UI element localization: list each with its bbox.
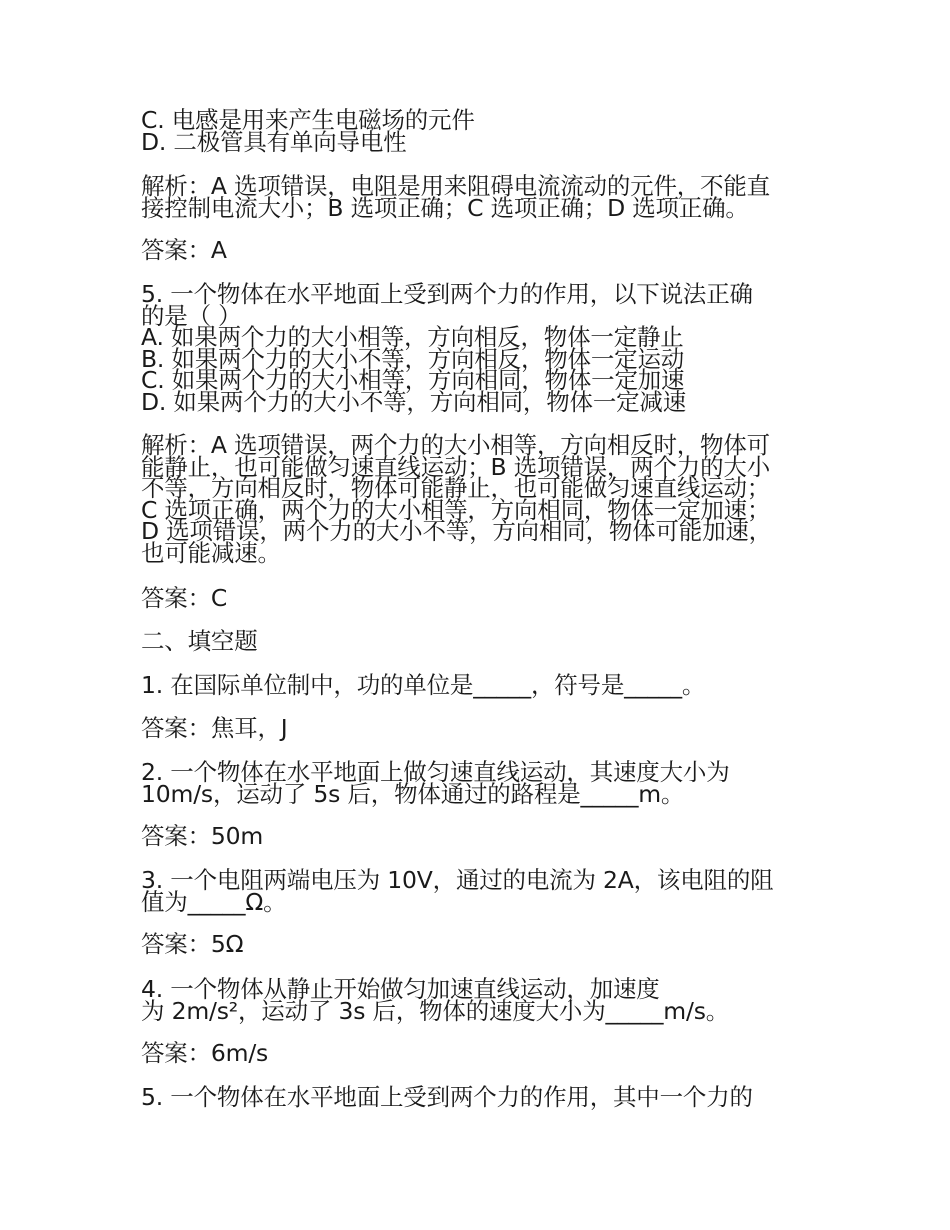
fill-q5	[141, 1083, 821, 1111]
fill-a2	[141, 822, 821, 850]
question-line: 4. 一个物体从静止开始做匀加速直线运动，加速度	[141, 975, 660, 1003]
analysis-line: 解析：A 选项错误，两个力的大小相等，方向相反时，物体可	[141, 431, 770, 459]
question-line: 值为_____Ω。	[141, 887, 287, 916]
q4-answer	[141, 236, 821, 264]
analysis-line: 也可能减速。	[141, 538, 281, 567]
answer-text: 答案：焦耳，J	[141, 714, 288, 742]
q5-answer	[141, 584, 821, 612]
question-line: 为 2m/s²，运动了 3s 后，物体的速度大小为_____m/s。	[141, 996, 730, 1025]
q4-analysis	[141, 172, 821, 222]
section-title	[141, 627, 821, 655]
section-heading: 二、填空题	[141, 627, 258, 655]
question-line: 5. 一个物体在水平地面上受到两个力的作用，其中一个力的	[141, 1083, 753, 1111]
fill-q4	[141, 975, 821, 1025]
answer-text: 答案：50m	[141, 822, 264, 850]
fill-a4	[141, 1039, 821, 1067]
question-line: 10m/s，运动了 5s 后，物体通过的路程是_____m。	[141, 779, 685, 808]
fill-a3	[141, 930, 821, 958]
question-line: 的是（ ）	[141, 301, 242, 330]
analysis-line: D 选项错误，两个力的大小不等，方向相同，物体可能加速，	[141, 517, 772, 545]
fill-q2	[141, 758, 821, 808]
q5-options	[141, 323, 821, 416]
question-line: 3. 一个电阻两端电压为 10V，通过的电流为 2A，该电阻的阻	[141, 866, 774, 894]
option-d: D. 二极管具有单向导电性	[141, 127, 407, 156]
analysis-line: 能静止，也可能做匀速直线运动；B 选项错误，两个力的大小	[141, 452, 770, 481]
fill-a1	[141, 714, 821, 742]
q5-question	[141, 280, 821, 330]
option-c: C. 如果两个力的大小相等，方向相同，物体一定加速	[141, 366, 685, 394]
option-a: A. 如果两个力的大小相等，方向相反，物体一定静止	[141, 323, 684, 351]
answer-text: 答案：6m/s	[141, 1039, 269, 1067]
option-c: C. 电感是用来产生电磁场的元件	[141, 106, 475, 134]
q5-analysis	[141, 431, 821, 567]
answer-text: 答案：C	[141, 584, 228, 612]
answer-text: 答案：A	[141, 236, 227, 264]
question-line: 1. 在国际单位制中，功的单位是_____，符号是_____。	[141, 671, 706, 699]
analysis-line: 接控制电流大小；B 选项正确；C 选项正确；D 选项正确。	[141, 193, 749, 222]
fill-q1	[141, 671, 821, 699]
analysis-line: C 选项正确，两个力的大小相等，方向相同，物体一定加速；	[141, 495, 771, 524]
option-d: D. 如果两个力的大小不等，方向相同，物体一定减速	[141, 387, 687, 416]
option-b: B. 如果两个力的大小不等，方向相反，物体一定运动	[141, 344, 685, 373]
fill-q3	[141, 866, 821, 916]
analysis-line: 解析：A 选项错误，电阻是用来阻碍电流流动的元件，不能直	[141, 172, 770, 200]
question-line: 5. 一个物体在水平地面上受到两个力的作用，以下说法正确	[141, 280, 753, 308]
answer-text: 答案：5Ω	[141, 930, 244, 958]
analysis-line: 不等，方向相反时，物体可能静止，也可能做匀速直线运动；	[141, 474, 771, 502]
question-line: 2. 一个物体在水平地面上做匀速直线运动，其速度大小为	[141, 758, 730, 786]
options-top	[141, 106, 821, 156]
